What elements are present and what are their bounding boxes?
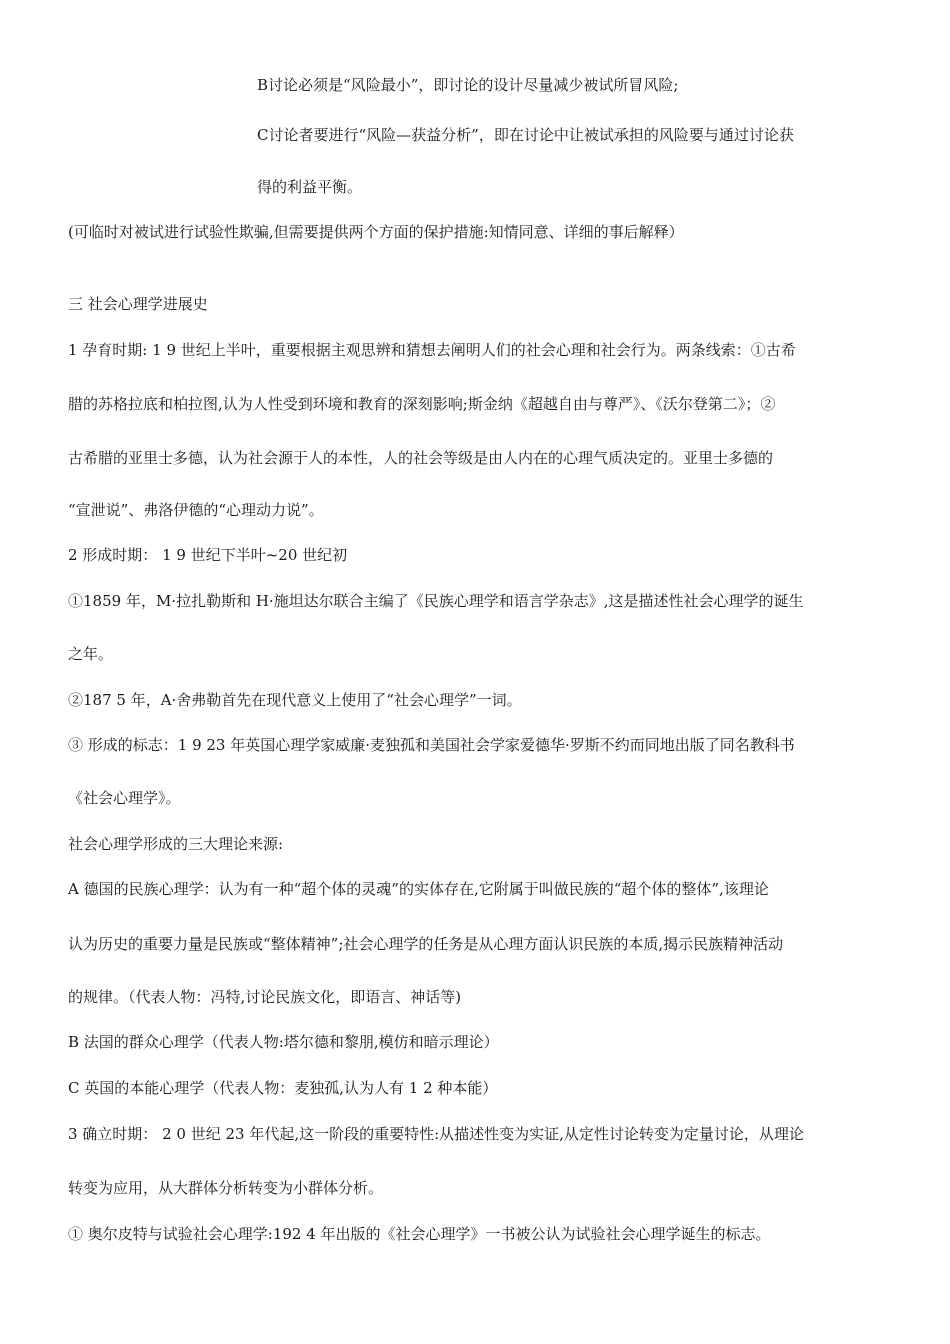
text-line-24: ① 奥尔皮特与试验社会心理学:192 4 年出版的《社会心理学》一书被公认为试验社会心理学诞生的标志。 xyxy=(68,1225,771,1243)
text-line-8: 古希腊的亚里士多德，认为社会源于人的本性，人的社会等级是由人内在的心理气质决定的。亚里士多德的 xyxy=(68,449,774,467)
text-line-6: 1 孕育时期: 1 9 世纪上半叶，重要根据主观思辨和猜想去阐明人们的社会心理和社会行为。两条线索：①古希 xyxy=(68,341,796,359)
text-line-10: 2 形成时期： 1 9 世纪下半叶~20 世纪初 xyxy=(68,546,348,564)
text-line-11: ①1859 年，M·拉扎勒斯和 H·施坦达尔联合主编了《民族心理学和语言学杂志》,这是描述性社会心理学的诞生 xyxy=(68,592,804,610)
text-line-2: C讨论者要进行“风险—获益分析”，即在讨论中让被试承担的风险要与通过讨论获 xyxy=(257,126,794,144)
text-line-16: 社会心理学形成的三大理论来源: xyxy=(68,835,284,853)
text-line-14: ③ 形成的标志：1 9 23 年英国心理学家威廉·麦独孤和美国社会学家爱德华·罗斯不约而同地出版了同名教科书 xyxy=(68,736,795,754)
text-line-19: 的规律。（代表人物：冯特,讨论民族文化，即语言、神话等) xyxy=(68,988,462,1006)
text-line-12: 之年。 xyxy=(68,645,114,663)
text-line-21: C 英国的本能心理学（代表人物：麦独孤,认为人有 1 2 种本能） xyxy=(68,1079,498,1097)
text-line-23: 转变为应用，从大群体分析转变为小群体分析。 xyxy=(68,1179,384,1197)
text-line-4: (可临时对被试进行试验性欺骗,但需要提供两个方面的保护措施:知情同意、详细的事后解释） xyxy=(68,223,684,241)
text-line-13: ②187 5 年，A·舍弗勒首先在现代意义上使用了“社会心理学”一词。 xyxy=(68,691,522,709)
text-line-22: 3 确立时期： 2 0 世纪 23 年代起,这一阶段的重要特性:从描述性变为实证,从定性讨论转变为定量讨论，从理论 xyxy=(68,1125,804,1143)
text-line-17: A 德国的民族心理学：认为有一种“超个体的灵魂”的实体存在,它附属于叫做民族的“超个体的整体”,该理论 xyxy=(68,880,769,898)
text-line-3: 得的利益平衡。 xyxy=(257,178,363,196)
text-line-20: B 法国的群众心理学（代表人物:塔尔德和黎朋,模仿和暗示理论） xyxy=(68,1033,499,1051)
text-line-1: B讨论必须是“风险最小”，即讨论的设计尽量减少被试所冒风险; xyxy=(257,76,679,94)
section-heading: 三 社会心理学进展史 xyxy=(68,295,208,313)
text-line-7: 腊的苏格拉底和柏拉图,认为人性受到环境和教育的深刻影响;斯金纳《超越自由与尊严》、《沃尔登第二》；② xyxy=(68,395,776,413)
text-line-15: 《社会心理学》。 xyxy=(68,789,181,807)
text-line-18: 认为历史的重要力量是民族或“整体精神”;社会心理学的任务是从心理方面认识民族的本质,揭示民族精神活动 xyxy=(68,935,784,953)
text-line-9: “宣泄说”、弗洛伊德的“心理动力说”。 xyxy=(68,501,324,519)
